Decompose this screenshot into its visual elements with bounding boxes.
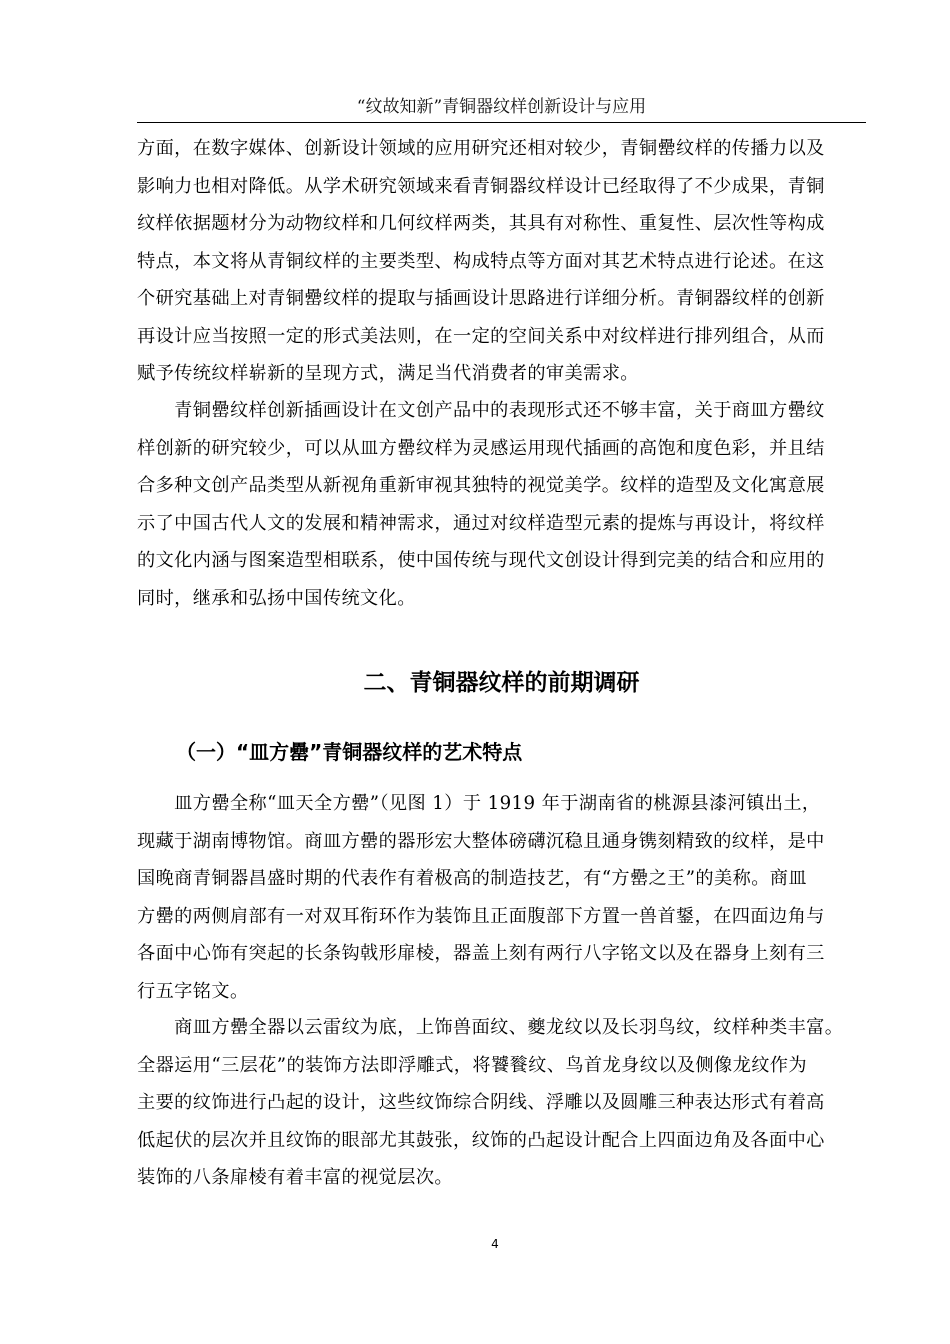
text-line: 同时，继承和弘扬中国传统文化。 <box>137 587 416 609</box>
page-number: 4 <box>491 1237 499 1251</box>
text-line: 全器运用“三层花”的装饰方法即浮雕式，将饕餮纹、鸟首龙身纹以及侧像龙纹作为 <box>137 1054 807 1076</box>
text-line: 赋予传统纹样崭新的呈现方式，满足当代消费者的审美需求。 <box>137 363 639 384</box>
text-line: 行五字铭文。 <box>137 980 249 1002</box>
text-line: 现藏于湖南博物馆。商皿方罍的器形宏大整体磅礴沉稳且通身镌刻精致的纹样，是中 <box>137 830 825 852</box>
text-line: 影响力也相对降低。从学术研究领域来看青铜器纹样设计已经取得了不少成果，青铜 <box>137 175 825 197</box>
text-line: 低起伏的层次并且纹饰的眼部尤其鼓张，纹饰的凸起设计配合上四面边角及各面中心 <box>137 1129 825 1151</box>
paragraph-2 <box>137 392 862 617</box>
text-line: 特点，本文将从青铜纹样的主要类型、构成特点等方面对其艺术特点进行论述。在这 <box>137 250 825 272</box>
section-heading: 二、青铜器纹样的前期调研 <box>363 670 640 696</box>
text-line: 青铜罍纹样创新插画设计在文创产品中的表现形式还不够丰富，关于商皿方罍纹 <box>137 400 825 421</box>
text-line: 国晚商青铜器昌盛时期的代表作有着极高的制造技艺，有“方罍之王”的美称。商皿 <box>137 868 807 889</box>
text-line: 样创新的研究较少，可以从皿方罍纹样为灵感运用现代插画的高饱和度色彩，并且结 <box>137 437 825 459</box>
subsection-heading: （一）“皿方罍”青铜器纹样的艺术特点 <box>176 740 523 764</box>
text-line: 再设计应当按照一定的形式美法则，在一定的空间关系中对纹样进行排列组合，从而 <box>137 325 825 347</box>
text-line: 商皿方罍全器以云雷纹为底，上饰兽面纹、夔龙纹以及长羽鸟纹，纹样种类丰富。 <box>137 1017 844 1038</box>
text-line: 方面，在数字媒体、创新设计领域的应用研究还相对较少，青铜罍纹样的传播力以及 <box>137 138 825 159</box>
text-line: 装饰的八条扉棱有着丰富的视觉层次。 <box>137 1167 453 1188</box>
text-line: 个研究基础上对青铜罍纹样的提取与插画设计思路进行详细分析。青铜器纹样的创新 <box>137 288 825 309</box>
text-line: 方罍的两侧肩部有一对双耳衔环作为装饰且正面腹部下方置一兽首鋬，在四面边角与 <box>137 905 825 927</box>
text-line: 示了中国古代人文的发展和精神需求，通过对纹样造型元素的提炼与再设计，将纹样 <box>137 512 825 534</box>
text-line: 合多种文创产品类型从新视角重新审视其独特的视觉美学。纹样的造型及文化寓意展 <box>137 475 825 496</box>
text-line: 主要的纹饰进行凸起的设计，这些纹饰综合阴线、浮雕以及圆雕三种表达形式有着高 <box>137 1092 825 1113</box>
paragraph-4 <box>137 1009 862 1197</box>
paragraph-1 <box>137 130 862 393</box>
paragraph-3 <box>137 785 862 1010</box>
text-line: 纹样依据题材分为动物纹样和几何纹样两类，其具有对称性、重复性、层次性等构成 <box>137 213 825 234</box>
running-header: “纹故知新”青铜器纹样创新设计与应用 <box>137 92 866 123</box>
text-line: 的文化内涵与图案造型相联系，使中国传统与现代文创设计得到完美的结合和应用的 <box>137 550 825 571</box>
text-line: 皿方罍全称“皿天全方罍”（见图 1）于 1919 年于湖南省的桃源县漆河镇出土， <box>137 793 821 814</box>
text-line: 各面中心饰有突起的长条钩戟形扉棱，器盖上刻有两行八字铭文以及在器身上刻有三 <box>137 943 825 964</box>
